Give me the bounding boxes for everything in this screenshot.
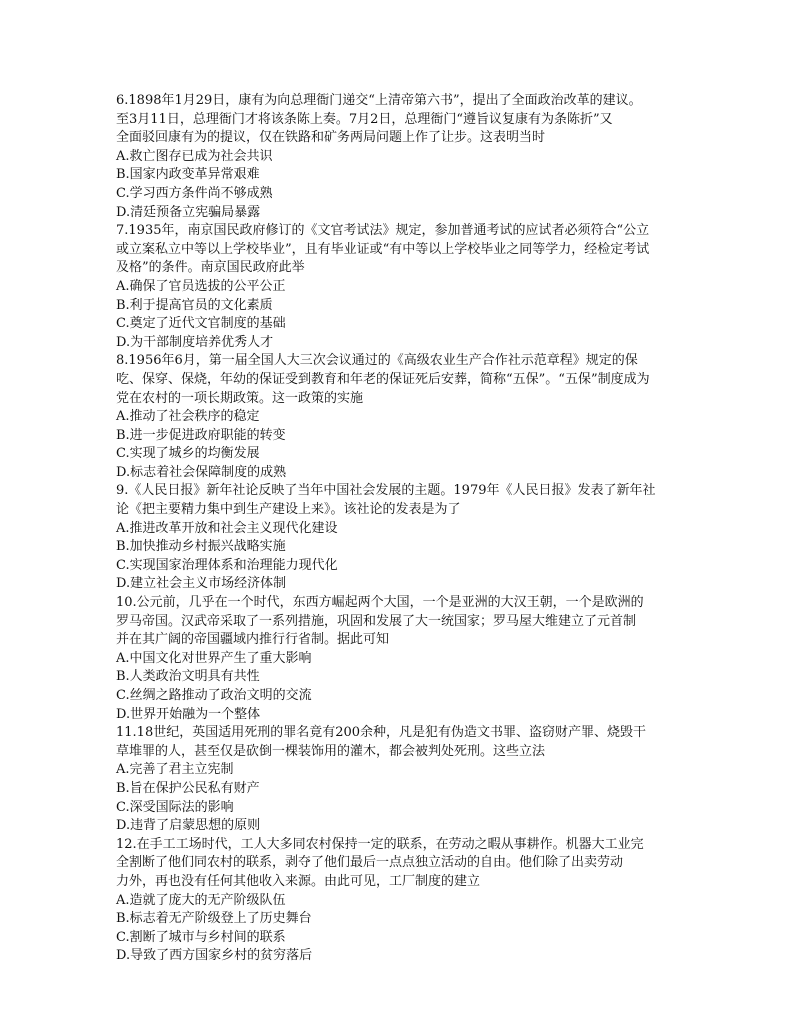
option-a: A.推动了社会秩序的稳定	[116, 409, 260, 425]
option-a: A.推进改革开放和社会主义现代化建设	[116, 520, 338, 536]
option-c: C.深受国际法的影响	[116, 799, 234, 815]
option-c: C.实现国家治理体系和治理能力现代化	[116, 557, 338, 573]
question-12	[116, 836, 676, 966]
option-b: B.旨在保护公民私有财产	[116, 780, 260, 796]
question-stem: 6.1898年1月29日，康有为向总理衙门递交“上清帝第六书”，提出了全面政治改革的建议。 至3月11日，总理衙门才将该条陈上奏。7月2日，总理衙门“遵旨议复康有为条陈折”又 全面驳回康有为的提议，仅在铁路和矿务两局问题上作了让步。这表明当时	[116, 93, 642, 146]
option-b: B.加快推动乡村振兴战略实施	[116, 539, 286, 555]
option-c: C.丝绸之路推动了政治文明的交流	[116, 688, 312, 703]
option-c: C.学习西方条件尚不够成熟	[116, 185, 273, 201]
option-b: B.利于提高官员的文化素质	[116, 297, 273, 313]
option-d: D.清廷预备立宪骗局暴露	[116, 204, 261, 220]
option-a: A.造就了庞大的无产阶级队伍	[116, 892, 286, 908]
option-d: D.违背了启蒙思想的原则	[116, 818, 261, 834]
question-11	[116, 724, 676, 836]
question-7	[116, 222, 676, 352]
option-d: D.为干部制度培养优秀人才	[116, 334, 274, 350]
question-stem: 8.1956年6月，第一届全国人大三次会议通过的《高级农业生产合作社示范章程》规定的保 吃、保穿、保烧，年幼的保证受到教育和年老的保证死后安葬，简称“五保”。“五保”制度成为 党在农村的一项长期政策。这一政策的实施	[116, 353, 650, 406]
question-8	[116, 352, 676, 482]
option-a: A.救亡图存已成为社会共识	[116, 148, 273, 164]
question-6	[116, 92, 676, 222]
exam-page	[116, 92, 676, 966]
question-stem: 9.《人民日报》新年社论反映了当年中国社会发展的主题。1979年《人民日报》发表了新年社 论《把主要精力集中到生产建设上来》。该社论的发表是为了	[116, 483, 656, 518]
option-b: B.国家内政变革异常艰难	[116, 167, 260, 183]
option-c: C.割断了城市与乡村间的联系	[116, 929, 286, 945]
option-d: D.导致了西方国家乡村的贫穷落后	[116, 948, 313, 964]
question-stem: 12.在手工工场时代，工人大多同农村保持一定的联系，在劳动之暇从事耕作。机器大工业完 全割断了他们同农村的联系，剥夺了他们最后一点点独立活动的自由。他们除了出卖劳动 力外，再也没有任何其他收入来源。由此可见，工厂制度的建立	[116, 836, 644, 889]
option-d: D.标志着社会保障制度的成熟	[116, 464, 287, 480]
question-stem: 7.1935年，南京国民政府修订的《文官考试法》规定，参加普通考试的应试者必须符合“公立 或立案私立中等以上学校毕业”，且有毕业证或“有中等以上学校毕业之同等学力，经检定考试 及格”的条件。南京国民政府此举	[116, 223, 650, 276]
question-stem: 11.18世纪，英国适用死刑的罪名竟有200余种，凡是犯有伪造文书罪、盗窃财产罪、烧毁干 草堆罪的人，甚至仅是砍倒一棵装饰用的灌木，都会被判处死刑。这些立法	[116, 725, 647, 759]
option-c: C.实现了城乡的均衡发展	[116, 446, 260, 462]
option-b: B.人类政治文明具有共性	[116, 669, 260, 685]
option-b: B.标志着无产阶级登上了历史舞台	[116, 911, 312, 927]
option-c: C.奠定了近代文官制度的基础	[116, 316, 286, 332]
option-b: B.进一步促进政府职能的转变	[116, 427, 286, 443]
question-9	[116, 482, 676, 594]
option-a: A.完善了君主立宪制	[116, 762, 234, 778]
option-a: A.确保了官员选拔的公平公正	[116, 278, 286, 294]
option-d: D.世界开始融为一个整体	[116, 706, 261, 722]
option-d: D.建立社会主义市场经济体制	[116, 576, 287, 592]
question-stem: 10.公元前，几乎在一个时代，东西方崛起两个大国，一个是亚洲的大汉王朝，一个是欧洲的 罗马帝国。汉武帝采取了一系列措施，巩固和发展了大一统国家；罗马屋大维建立了元首制 并在其广阔的帝国疆域内推行行省制。据此可知	[116, 595, 644, 648]
option-a: A.中国文化对世界产生了重大影响	[116, 650, 312, 666]
question-10	[116, 594, 676, 724]
